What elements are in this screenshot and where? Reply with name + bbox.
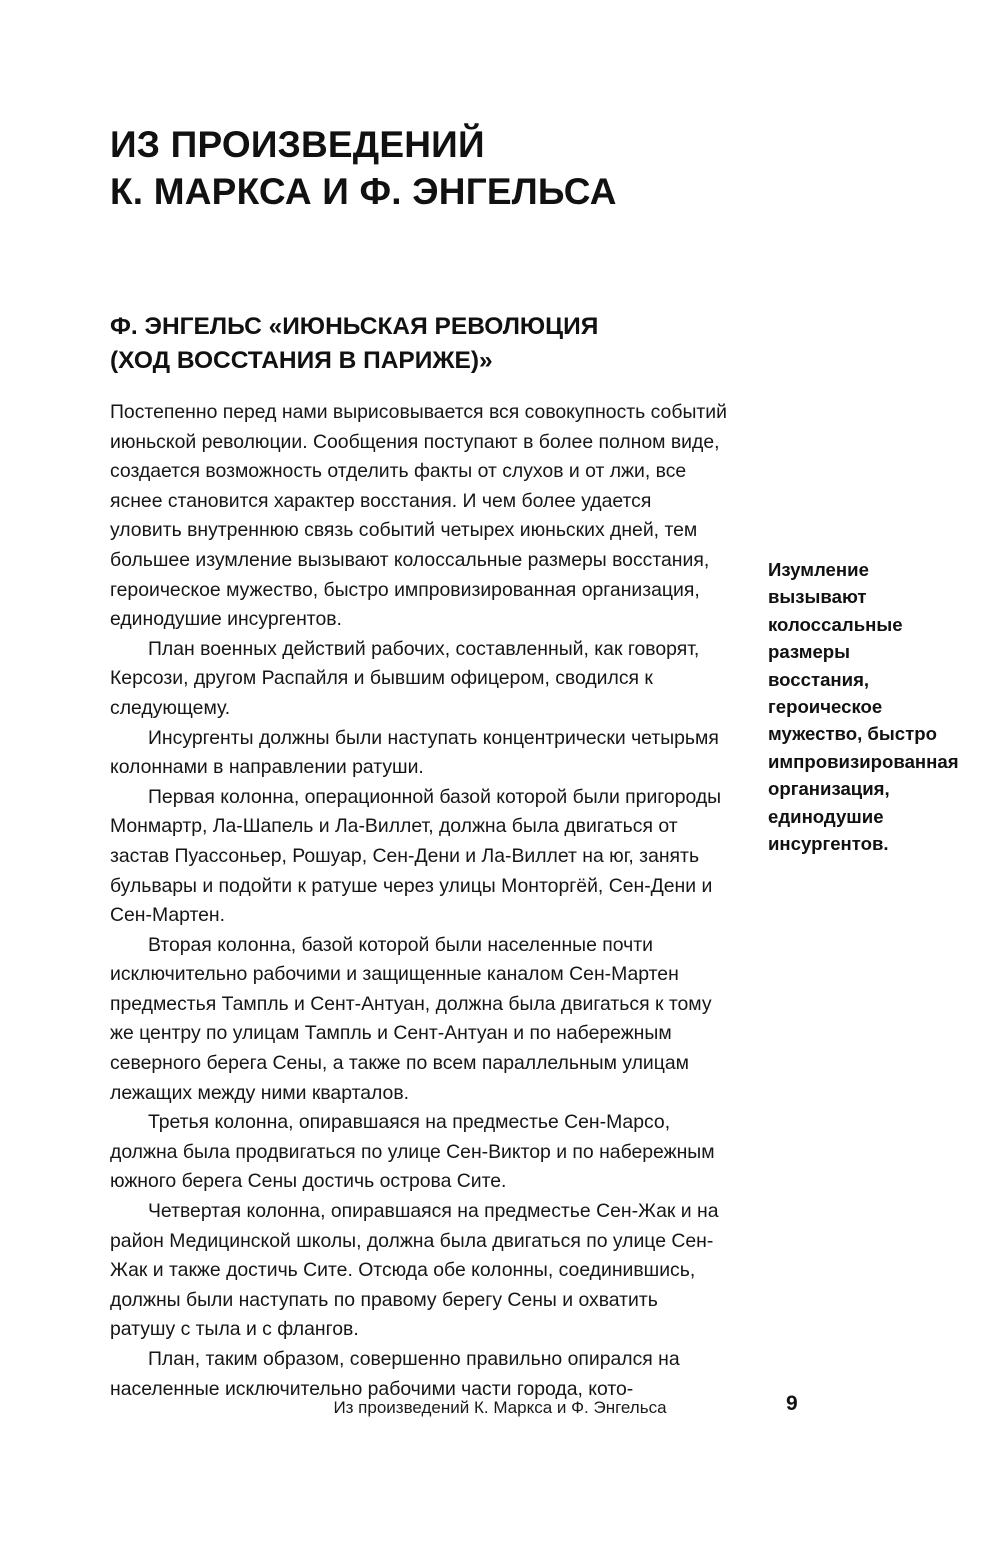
section-heading-line-1: Ф. ЭНГЕЛЬС «ИЮНЬСКАЯ РЕВОЛЮЦИЯ [110, 313, 599, 341]
page-title-line-1: ИЗ ПРОИЗВЕДЕНИЙ [110, 123, 485, 165]
body-paragraph: Инсургенты должны были наступать концентрически четырьмя колоннами в направлении ратуши. [110, 726, 719, 779]
body-text-column [110, 398, 728, 1404]
body-paragraph: План, таким образом, совершенно правильно опирался на населенные исключительно рабочими части города, кото- [110, 1348, 680, 1400]
footer-running-title: Из произведений К. Маркса и Ф. Энгельса [333, 1398, 667, 1417]
body-paragraph: Вторая колонна, базой которой были населенные почти исключительно рабочими и защищенные каналом Сен-Мартен предместья Тампль и Сент-Антуан, должна была двигаться к тому же центру по улицам Тампль и Сент-Антуан и по набережным северного берега Сены, а также по всем параллельным улицам лежащих между ними кварталов. [110, 933, 712, 1104]
margin-note: Изумление вызывают колоссальные размеры восстания, героическое мужество, быстро импровизированная организация, единодушие инсургентов. [768, 559, 959, 855]
body-paragraph: Постепенно перед нами вырисовывается вся совокупность событий июньской революции. Сообщения поступают в более полном виде, создается возможность отделить факты от слухов и от лжи, все яснее становится характер восстания. И чем более удается уловить внутреннюю связь событий четырех июньских дней, тем большее изумление вызывают колоссальные размеры восстания, героическое мужество, быстро импровизированная организация, единодушие инсургентов. [110, 401, 727, 631]
section-heading-line-2: (ХОД ВОССТАНИЯ В ПАРИЖЕ)» [110, 347, 493, 375]
section-heading [110, 310, 750, 378]
body-paragraph: Четвертая колонна, опиравшаяся на предместье Сен-Жак и на район Медицинской школы, должна была двигаться по улице Сен-Жак и также достичь Сите. Отсюда обе колонны, соединившись, должны были наступать по правому берегу Сены и охватить ратушу с тыла и с флангов. [110, 1200, 719, 1341]
page-number: 9 [786, 1392, 798, 1415]
body-paragraph: Третья колонна, опиравшаяся на предместье Сен-Марсо, должна была продвигаться по улице Сен-Виктор и по набережным южного берега Сены достичь острова Сите. [110, 1111, 715, 1193]
page-title [110, 121, 750, 216]
page-title-line-2: К. МАРКСА И Ф. ЭНГЕЛЬСА [110, 171, 617, 213]
body-paragraph: Первая колонна, операционной базой которой были пригороды Монмартр, Ла-Шапель и Ла-Виллет, должна была двигаться от застав Пуассоньер, Рошуар, Сен-Дени и Ла-Виллет на юг, занять бульвары и подойти к ратуше через улицы Монторгёй, Сен-Дени и Сен-Мартен. [110, 785, 722, 927]
body-paragraph: План военных действий рабочих, составленный, как говорят, Керсози, другом Распайля и бывшим офицером, сводился к следующему. [110, 637, 700, 719]
